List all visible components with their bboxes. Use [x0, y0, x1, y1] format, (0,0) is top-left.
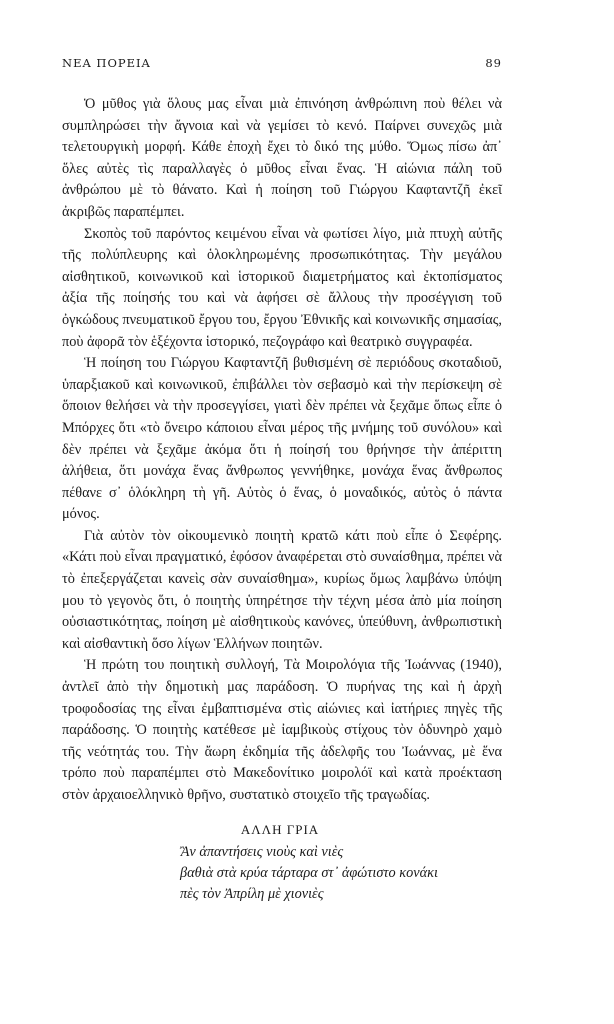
poem-line: βαθιὰ στὰ κρύα τάρταρα στ᾽ ἀφώτιστο κονάκι — [180, 865, 438, 881]
article-body — [62, 94, 502, 807]
page-header — [62, 56, 502, 70]
paragraph: Ἡ ποίηση του Γιώργου Καφταντζῆ βυθισμένη σὲ περιόδους σκοταδιοῦ, ὑπαρξιακοῦ καὶ κοινωνικοῦ, ἐπιβάλλει τὸν σεβασμὸ καὶ τὴν περίσκεψη σὲ ὅποιον θελήσει νὰ τὴν προσεγγίσει, γιατὶ δὲν πρέπει νὰ ξεχᾶμε ὅπως εἶπε ὁ Μπόρχες ὅτι «τὸ ὄνειρο κάποιου εἶναι μέρος τῆς μνήμης τοῦ συνόλου» καὶ δὲν πρέπει νὰ ξεχᾶμε ἀκόμα ὅτι ἡ ποίησή του θρήνησε τὴν ἀπέριττη ἀλήθεια, ὅτι μονάχα ἕνας ἄνθρωπος γεννήθηκε, μονάχα ἕνας ἄνθρωπος πέθανε σ᾽ ὁλόκληρη τὴ γῆ. Αὐτὸς ὁ ἕνας, ὁ μοναδικός, αὐτὸς ὁ πάντα μόνος. — [62, 355, 502, 523]
poem-line: πὲς τὸν Ἀπρίλη μὲ χιονιὲς — [180, 886, 324, 902]
page-number: 89 — [485, 56, 502, 70]
paragraph: Γιὰ αὐτὸν τὸν οἰκουμενικὸ ποιητὴ κρατῶ κάτι ποὺ εἶπε ὁ Σεφέρης. «Κάτι ποὺ εἶναι πραγματικό, ἐφόσον ἀναφέρεται στὸ συναίσθημα, πρέπει νὰ τὸ ἐπεξεργάζεται κανεὶς σὰν συναίσθημα», κυρίως ὅμως λαμβάνω ὑπόψη μου τὸ γεγονὸς ὅτι, ὁ ποιητὴς ὑπηρέτησε τὴν τέχνη μέσα ἀπὸ μία ποίηση οὐσιαστικότητας, ποίηση μὲ αἰσθητικοὺς κανόνες, ὑπεύθυνη, ἀνθρωπιστικὴ καὶ αἰσθαντικὴ ὅσο λίγων Ἑλλήνων ποιητῶν. — [62, 527, 502, 652]
paragraph: Ὁ μῦθος γιὰ ὅλους μας εἶναι μιὰ ἐπινόηση ἀνθρώπινη ποὺ θέλει νὰ συμπληρώσει τὴν ἄγνοια καὶ νὰ γεμίσει τὸ κενό. Παίρνει συνεχῶς μιὰ τελετουργικὴ μορφή. Κάθε ἐποχὴ ἔχει τὸ δικό της μύθο. Ὅμως πίσω ἀπ᾽ ὅλες αὐτὲς τὶς παραλλαγὲς ὁ μῦθος εἶναι ἕνας. Ἡ αἰώνια πάλη τοῦ ἀνθρώπου μὲ τὸ θάνατο. Καὶ ἡ ποίηση τοῦ Γιώργου Καφταντζῆ ἐκεῖ ἀκριβῶς παραπέμπει. — [62, 96, 502, 220]
paragraph: Ἡ πρώτη του ποιητικὴ συλλογή, Τὰ Μοιρολόγια τῆς Ἰωάννας (1940), ἀντλεῖ ἀπὸ τὴν δημοτικὴ μας παράδοση. Ὁ πυρήνας της καὶ ἡ ἀρχὴ τροφοδοσίας της εἶναι ἐμβαπτισμένα στὶς αἰώνιες καὶ ἰατήριες πηγὲς τῆς παράδοσης. Ὁ ποιητὴς κατέθεσε μὲ ἰαμβικοὺς στίχους τὸν ὀδυνηρὸ χαμὸ τῆς νεότητάς του. Τὴν ἄωρη ἐκδημία τῆς ἀδελφῆς του Ἰωάννας, μὲ ἕνα τρόπο ποὺ παραπέμπει στὸ Μακεδονίτικο μοιρολόϊ καὶ κατὰ προέκταση στὸν ἀρχαιοελληνικὸ θρῆνο, συστατικὸ στοιχεῖο τῆς τραγωδίας. — [62, 657, 502, 803]
paragraph: Σκοπὸς τοῦ παρόντος κειμένου εἶναι νὰ φωτίσει λίγο, μιὰ πτυχὴ αὐτῆς τῆς πολύπλευρης καὶ ὁλοκληρωμένης προσωπικότητας. Τὴν μεγάλου αἰσθητικοῦ, κοινωνικοῦ καὶ ἱστορικοῦ διαμετρήματος καὶ ἐκτοπίσματος ἀξία τῆς ποίησής του καὶ νὰ ἀφήσει σὲ ἄλλους τὴν προσέγγιση τοῦ ὀγκώδους πνευματικοῦ ἔργου του, ἔργου Ἐθνικῆς καὶ κοινωνικῆς σημασίας, ποὺ ἀφορᾶ τὸν ἑξέχοντα ἱστορικό, πεζογράφο καὶ θεατρικὸ συγγραφέα. — [62, 225, 502, 350]
poem-title: ΑΛΛΗ ΓΡΙΑ — [240, 822, 320, 837]
running-title: ΝΕΑ ΠΟΡΕΙΑ — [62, 56, 151, 70]
poem-excerpt — [0, 822, 614, 905]
poem-line: Ἂν ἀπαντήσεις νιοὺς καὶ νιὲς — [180, 844, 344, 860]
